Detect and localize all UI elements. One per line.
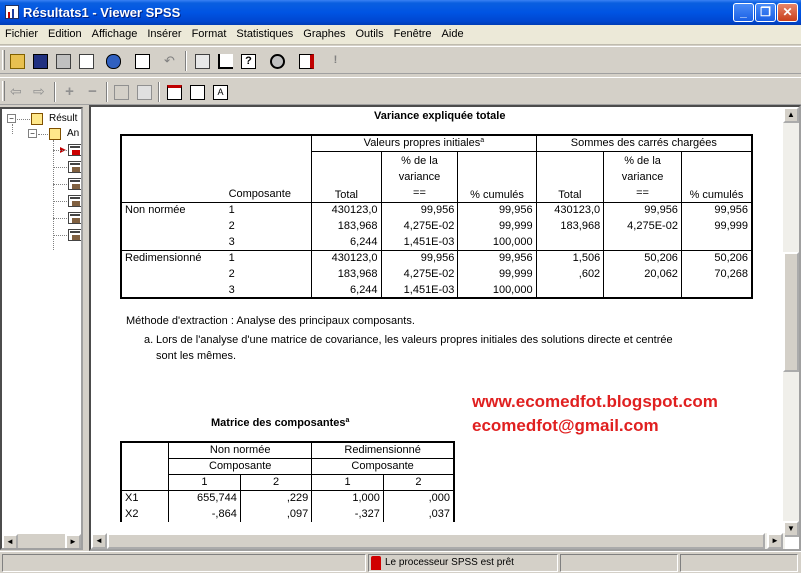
outline-item-notes[interactable]: [68, 161, 82, 173]
demote-icon[interactable]: ⇨: [33, 83, 45, 99]
recall-dialog-icon[interactable]: [131, 50, 153, 72]
matrix-header-redimensionne: Redimensionné: [312, 442, 454, 458]
menu-fichier[interactable]: Fichier: [5, 28, 39, 40]
spss-app-icon: [5, 5, 19, 19]
scroll-down-icon[interactable]: ▼: [783, 521, 799, 537]
collapse-analysis-toggle[interactable]: −: [28, 129, 37, 138]
insert-title-icon[interactable]: [186, 81, 208, 103]
pct-variance-header-2: % de la variance ==: [604, 151, 682, 202]
insert-text-icon[interactable]: A: [209, 81, 231, 103]
menu-aide[interactable]: Aide: [441, 28, 464, 40]
print-preview-icon[interactable]: [75, 50, 97, 72]
matrix-subheader-1: Composante: [169, 458, 312, 474]
scroll-left-icon[interactable]: ◄: [91, 533, 107, 549]
footnote-method: Méthode d'extraction : Analyse des principaux composants.: [126, 315, 415, 327]
outline-child-label[interactable]: An: [67, 128, 80, 139]
table-row: Non normée 1 430123,0 99,956 99,956 430123,0 99,956 99,956: [121, 202, 752, 218]
cumul-header: % cumulés: [458, 151, 536, 202]
minimize-button[interactable]: _: [733, 3, 754, 22]
outline-hscrollbar[interactable]: [2, 534, 83, 549]
total-header-2: Total: [536, 151, 604, 202]
hscroll-thumb[interactable]: [107, 533, 765, 549]
component-header: Composante: [226, 135, 312, 202]
scroll-up-icon[interactable]: ▲: [783, 107, 799, 123]
output-book-icon: [31, 113, 43, 125]
status-text: Le processeur SPSS est prêt: [385, 557, 514, 568]
hide-icon[interactable]: [133, 81, 155, 103]
export-icon[interactable]: [102, 50, 124, 72]
save-icon[interactable]: [29, 50, 51, 72]
menu-edition[interactable]: Edition: [48, 28, 82, 40]
analysis-book-icon: [49, 128, 61, 140]
content-hscrollbar[interactable]: [91, 533, 785, 549]
processor-status-icon: [371, 556, 381, 570]
vscroll-thumb[interactable]: [783, 252, 799, 372]
menu-inserer[interactable]: Insérer: [147, 28, 182, 40]
close-button[interactable]: ✕: [777, 3, 798, 22]
table-row: 3 6,244 1,451E-03 100,000: [121, 282, 752, 298]
component-matrix-title: Matrice des composantes$^a$: [211, 417, 350, 429]
cumul-header-2: % cumulés: [681, 151, 752, 202]
expand-icon[interactable]: +: [65, 83, 74, 100]
collapse-icon[interactable]: −: [88, 83, 97, 100]
window-title: Résultats1 - Viewer SPSS: [23, 5, 181, 20]
goto-case-icon[interactable]: [214, 50, 236, 72]
insert-heading-icon[interactable]: [163, 81, 185, 103]
variables-icon[interactable]: ?: [237, 50, 259, 72]
footnote-a-line2: sont les mêmes.: [156, 350, 237, 362]
outline-item-communalities[interactable]: [68, 178, 82, 190]
table-row: 2 183,968 4,275E-02 99,999 ,602 20,062 70,268: [121, 266, 752, 282]
footnote-a-mark: a.: [144, 334, 154, 346]
outline-root-label[interactable]: Résult: [49, 113, 78, 124]
title-bar[interactable]: [0, 0, 801, 25]
footnote-a-line1: Lors de l'analyse d'une matrice de covariance, les valeurs propres initiales des solutions directe et centrée: [156, 334, 673, 346]
matrix-subheader-2: Composante: [312, 458, 454, 474]
scroll-right-icon[interactable]: ►: [767, 533, 783, 549]
undo-icon[interactable]: ↶: [164, 53, 175, 68]
designate-window-icon[interactable]: [295, 50, 317, 72]
output-content-pane[interactable]: [89, 105, 801, 551]
initial-eigenvalues-header: Valeurs propres initiales$^a$: [312, 135, 536, 151]
menu-fenetre[interactable]: Fenêtre: [393, 28, 432, 40]
outline-item-component-matrix[interactable]: [68, 212, 82, 224]
variance-table-title: Variance expliquée totale: [374, 110, 506, 122]
outline-item-title[interactable]: [68, 144, 82, 156]
row-label-non-normee: Non normée: [121, 202, 226, 218]
extraction-sums-header: Sommes des carrés chargées: [536, 135, 752, 151]
use-sets-icon[interactable]: [266, 50, 288, 72]
scroll-left-icon[interactable]: ◄: [2, 534, 18, 550]
table-row: X2 -,864 ,097 -,327 ,037: [121, 506, 454, 522]
table-row: 3 6,244 1,451E-03 100,000: [121, 234, 752, 250]
restore-button[interactable]: ❐: [755, 3, 776, 22]
table-row: 2 183,968 4,275E-02 99,999 183,968 4,275E-02 99,999: [121, 218, 752, 234]
alert-icon[interactable]: !: [333, 54, 338, 66]
print-icon[interactable]: [52, 50, 74, 72]
row-label-redimensionne: Redimensionné: [121, 250, 226, 266]
main-toolbar: [0, 46, 801, 74]
content-vscrollbar[interactable]: [783, 107, 799, 537]
pct-variance-header: % de la variance ==: [381, 151, 458, 202]
outline-toolbar: [0, 77, 801, 105]
goto-data-icon[interactable]: [191, 50, 213, 72]
menu-format[interactable]: Format: [191, 28, 227, 40]
total-header: Total: [312, 151, 381, 202]
menu-affichage[interactable]: Affichage: [91, 28, 138, 40]
watermark-url: www.ecomedfot.blogspot.com: [472, 392, 718, 411]
outline-item-chart[interactable]: [68, 229, 82, 241]
status-bar: [0, 551, 801, 573]
outline-pane[interactable]: [0, 107, 83, 550]
menu-bar: [0, 25, 801, 45]
component-matrix-table[interactable]: Non normée Redimensionné Composante Composante 1 2 1 2 X1 655,744 ,229 1,000 ,000 X2 -,864 ,097 -,327 ,037: [120, 441, 455, 522]
outline-item-variance-table[interactable]: [68, 195, 82, 207]
collapse-root-toggle[interactable]: −: [7, 114, 16, 123]
table-row: Redimensionné 1 430123,0 99,956 99,956 1,506 50,206 50,206: [121, 250, 752, 266]
open-icon[interactable]: [6, 50, 28, 72]
promote-icon[interactable]: ⇦: [10, 83, 22, 99]
scroll-right-icon[interactable]: ►: [65, 534, 81, 550]
watermark-email: ecomedfot@gmail.com: [472, 416, 659, 435]
table-row: X1 655,744 ,229 1,000 ,000: [121, 490, 454, 506]
show-icon[interactable]: [110, 81, 132, 103]
menu-statistiques[interactable]: Statistiques: [236, 28, 294, 40]
variance-table[interactable]: [120, 134, 753, 299]
menu-graphes[interactable]: Graphes: [303, 28, 346, 40]
menu-outils[interactable]: Outils: [355, 28, 384, 40]
matrix-header-non-normee: Non normée: [169, 442, 312, 458]
